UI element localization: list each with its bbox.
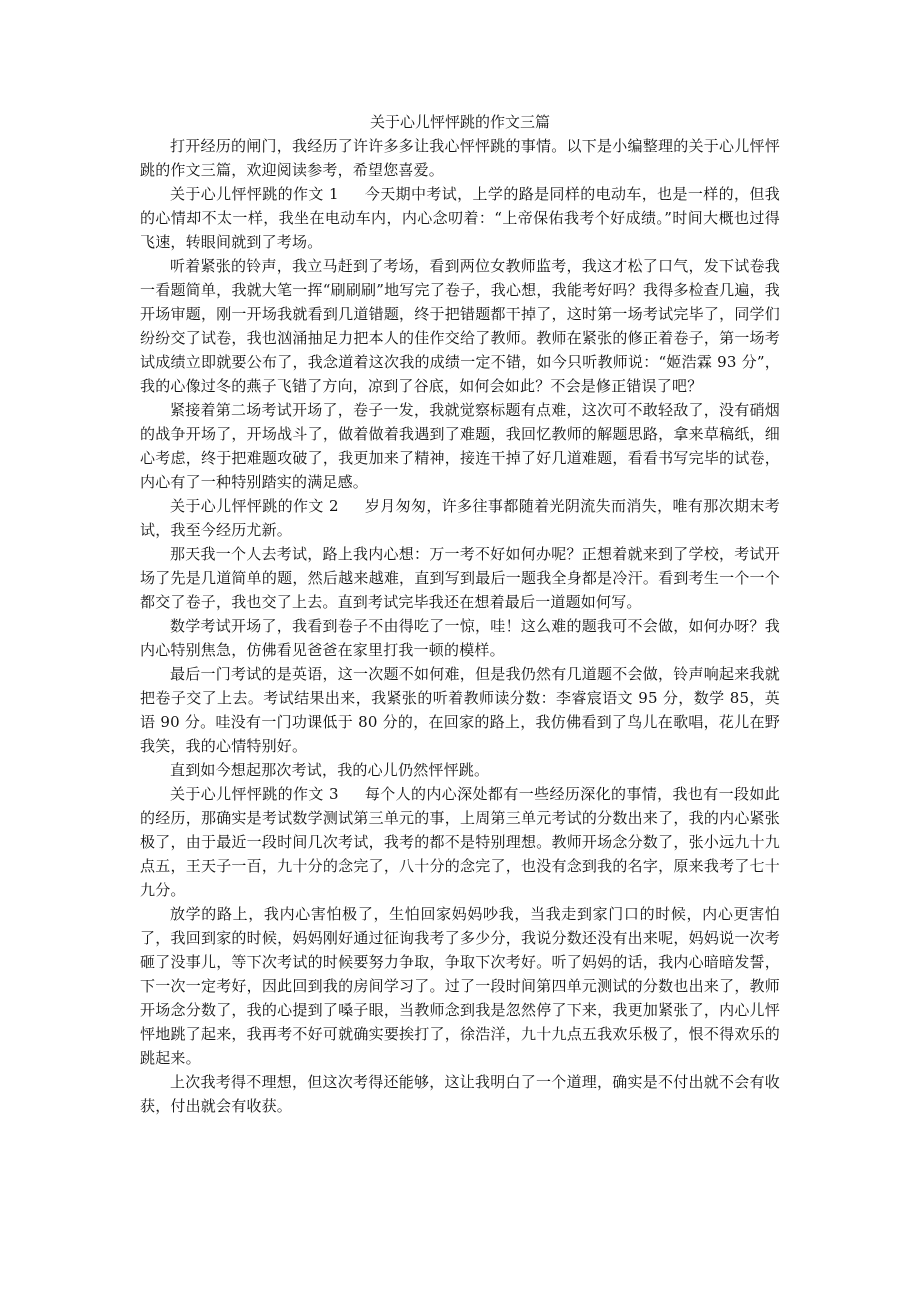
essay-heading-1: 关于心儿怦怦跳的作文 1	[170, 185, 339, 203]
paragraph-text: 数学考试开场了，我看到卷子不由得吃了一惊，哇！这么难的题我可不会做，如何办呀？我内心特别焦急，仿佛看见爸爸在家里打我一顿的模样。	[140, 617, 780, 659]
paragraph-text: 打开经历的闸门，我经历了许许多多让我心怦怦跳的事情。以下是小编整理的关于心儿怦怦跳的作文三篇，欢迎阅读参考，希望您喜爱。	[140, 137, 780, 179]
paragraph-text: 放学的路上，我内心害怕极了，生怕回家妈妈吵我，当我走到家门口的时候，内心更害怕了，我回到家的时候，妈妈刚好通过征询我考了多少分，我说分数还没有出来呢，妈妈说一次考砸了没事儿，等下次考试的时候要努力争取，争取下次考好。听了妈妈的话，我内心暗暗发誓，下一次一定考好，因此回到我的房间学习了。过了一段时间第四单元测试的分数也出来了，教师开场念分数了，我的心提到了嗓子眼，当教师念到我是忽然停了下来，我更加紧张了，内心儿怦怦地跳了起来，我再考不好可就确实要挨打了，徐浩洋，九十九点五我欢乐极了，恨不得欢乐的跳起来。	[140, 905, 780, 1067]
paragraph	[140, 662, 780, 758]
paragraph	[140, 398, 780, 494]
paragraph-text: 直到如今想起那次考试，我的心儿仍然怦怦跳。	[170, 761, 490, 779]
paragraph-text: 听着紧张的铃声，我立马赶到了考场，看到两位女教师监考，我这才松了口气，发下试卷我一看题简单，我就大笔一挥“刷刷刷”地写完了卷子，我心想，我能考好吗？我得多检查几遍，我开场审题，刚一开场我就看到几道错题，终于把错题都干掉了，这时第一场考试完毕了，同学们纷纷交了试卷，我也汹涌抽足力把本人的佳作交给了教师。教师在紧张的修正着卷子，第一场考试成绩立即就要公布了，我念道着这次我的成绩一定不错，如今只听教师说：“姬浩霖 93 分”，我的心像过冬的燕子飞错了方向，凉到了谷底，如何会如此？不会是修正错误了吧？	[140, 257, 780, 395]
paragraph-conclusion	[140, 1070, 780, 1118]
essay-heading-2: 关于心儿怦怦跳的作文 2	[170, 497, 339, 515]
paragraph-text: 那天我一个人去考试，路上我内心想：万一考不好如何办呢？正想着就来到了学校，考试开场了先是几道简单的题，然后越来越难，直到写到最后一题我全身都是冷汗。看到考生一个一个都交了卷子，我也交了上去。直到考试完毕我还在想着最后一道题如何写。	[140, 545, 780, 611]
paragraph	[140, 542, 780, 614]
paragraph-text: 最后一门考试的是英语，这一次题不如何难，但是我仍然有几道题不会做，铃声响起来我就把卷子交了上去。考试结果出来，我紧张的听着教师读分数：李睿宸语文 95 分，数学 85，英语 90 分。哇没有一门功课低于 80 分的，在回家的路上，我仿佛看到了鸟儿在歌唱，花儿在野我笑，我的心情特别好。	[140, 665, 780, 755]
paragraph-essay-2-start	[140, 494, 780, 542]
paragraph-essay-3-start	[140, 782, 780, 902]
paragraph-text: 上次我考得不理想，但这次考得还能够，这让我明白了一个道理，确实是不付出就不会有收获，付出就会有收获。	[140, 1073, 780, 1115]
paragraph	[140, 902, 780, 1070]
paragraph-essay-1-start	[140, 182, 780, 254]
paragraph-text: 今天期中考试，上学的路是同样的电动车，也是一样的，但我的心情却不太一样，我坐在电动车内，内心念叨着：“上帝保佑我考个好成绩。”时间大概也过得飞速，转眼间就到了考场。	[140, 185, 780, 251]
paragraph	[140, 758, 780, 782]
essay-heading-3: 关于心儿怦怦跳的作文 3	[170, 785, 339, 803]
paragraph	[140, 614, 780, 662]
document-title: 关于心儿怦怦跳的作文三篇	[369, 113, 550, 131]
paragraph-text: 紧接着第二场考试开场了，卷子一发，我就觉察标题有点难，这次可不敢轻敌了，没有硝烟的战争开场了，开场战斗了，做着做着我遇到了难题，我回忆教师的解题思路，拿来草稿纸，细心考虑，终于把难题攻破了，我更加来了精神，接连干掉了好几道难题，看看书写完毕的试卷，内心有了一种特别踏实的满足感。	[140, 401, 780, 491]
paragraph	[140, 254, 780, 398]
document-page	[140, 110, 780, 1118]
paragraph-text: 岁月匆匆，许多往事都随着光阴流失而消失，唯有那次期末考试，我至今经历尤新。	[140, 497, 780, 539]
paragraph-text: 每个人的内心深处都有一些经历深化的事情，我也有一段如此的经历，那确实是考试数学测试第三单元的事，上周第三单元考试的分数出来了，我的内心紧张极了，由于最近一段时间几次考试，我考的都不是特别理想。教师开场念分数了，张小远九十九点五，王天子一百，九十分的念完了，八十分的念完了，也没有念到我的名字，原来我考了七十九分。	[140, 785, 780, 899]
paragraph-intro	[140, 134, 780, 182]
